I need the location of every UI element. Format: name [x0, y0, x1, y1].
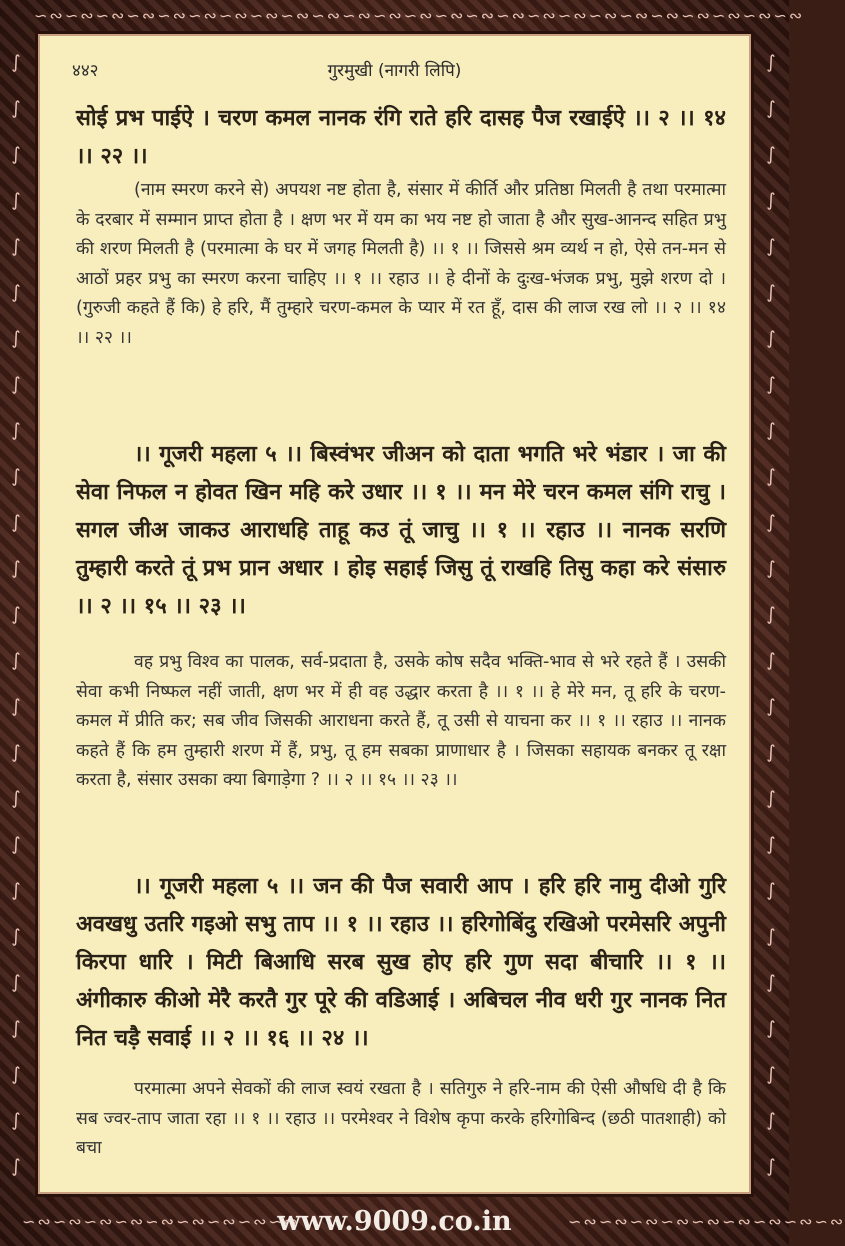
running-title: गुरमुखी (नागरी लिपि) — [327, 61, 462, 81]
top-border-ornament: ∽∾∽∾∽∾∽∾∽∾∽∾∽∾∽∾∽∾∽∾∽∾∽∾∽∾∽∾∽∾∽∾∽∾∽∾∽∾∽∾∽∾∽∾∽∾∽∾∽∾ — [34, 6, 805, 25]
gurbani-verse-2: ।। गूजरी महला ५ ।। बिस्वंभर जीअन को दाता भगति भरे भंडार । जा की सेवा निफल न होवत खिन महि करे उधार ।। १ ।। मन मेरे चरन कमल संगि राचु । सगल जीअ जाकउ आराधहि ताहू कउ तूं जाचु ।। १ ।। रहाउ ।। नानक सरणि तुम्हारी करते तूं प्रभ प्रान अधार । होइ सहाई जिसु तूं राखहि तिसु कहा करे संसारु ।। २ ।। १५ ।। २३ ।। — [76, 442, 726, 619]
translation-paragraph-3: परमात्मा अपने सेवकों की लाज स्वयं रखता है । सतिगुरु ने हरि-नाम की ऐसी औषधि दी है कि सब ज्वर-ताप जाता रहा ।। १ ।। रहाउ ।। परमेश्वर ने विशेष कृपा करके हरिगोबिन्द (छठी पातशाही) को बचा — [76, 1079, 726, 1158]
bottom-left-border-ornament: ∽∾∽∾∽∾∽∾∽∾∽∾∽∾∽∾∽∾ — [22, 1212, 300, 1231]
gurbani-verse-1: सोई प्रभ पाईऐ । चरण कमल नानक रंगि राते हरि दासह पैज रखाईऐ ।। २ ।। १४ ।। २२ ।। — [76, 106, 726, 169]
page-number: ४४२ — [72, 61, 99, 81]
left-border-ornament: ∫ ∫ ∫ ∫ ∫ ∫ ∫ ∫ ∫ ∫ ∫ ∫ ∫ ∫ ∫ ∫ ∫ ∫ ∫ ∫ ∫ ∫ ∫ ∫ ∫ — [11, 52, 23, 1177]
website-url: www.9009.co.in — [277, 1206, 512, 1237]
bottom-right-border-ornament: ∽∾∽∾∽∾∽∾∽∾∽∾∽∾∽∾∽∾ — [568, 1212, 845, 1231]
translation-paragraph-1: (नाम स्मरण करने से) अपयश नष्ट होता है, संसार में कीर्ति और प्रतिष्ठा मिलती है तथा परमात्मा के दरबार में सम्मान प्राप्त होता है । क्षण भर में यम का भय नष्ट हो जाता है और सुख-आनन्द सहित प्रभु की शरण मिलती है (परमात्मा के घर में जगह मिलती है) ।। १ ।। जिससे श्रम व्यर्थ न हो, ऐसे तन-मन से आठों प्रहर प्रभु का स्मरण करना चाहिए ।। १ ।। रहाउ ।। हे दीनों के दुःख-भंजक प्रभु, मुझे शरण दो । (गुरुजी कहते हैं कि) हे हरि, मैं तुम्हारे चरण-कमल के प्यार में रत हूँ, दास की लाज रख लो ।। २ ।। १४ ।। २२ ।। — [76, 180, 726, 348]
gurbani-verse-3: ।। गूजरी महला ५ ।। जन की पैज सवारी आप । हरि हरि नामु दीओ गुरि अवखधु उतरि गइओ सभु ताप ।। १ ।। रहाउ ।। हरिगोबिंदु रखिओ परमेसरि अपुनी किरपा धारि । मिटी बिआधि सरब सुख होए हरि गुण सदा बीचारि ।। १ ।। अंगीकारु कीओ मेरै करतै गुर पूरे की वडिआई । अबिचल नीव धरी गुर नानक नित नित चड़ै सवाई ।। २ ।। १६ ।। २४ ।। — [76, 874, 726, 1051]
book-page — [38, 34, 751, 1194]
page-header — [38, 54, 751, 84]
right-border-ornament: ∫ ∫ ∫ ∫ ∫ ∫ ∫ ∫ ∫ ∫ ∫ ∫ ∫ ∫ ∫ ∫ ∫ ∫ ∫ ∫ ∫ ∫ ∫ ∫ ∫ — [766, 52, 778, 1177]
translation-paragraph-2: वह प्रभु विश्व का पालक, सर्व-प्रदाता है, उसके कोष सदैव भक्ति-भाव से भरे रहते हैं । उसकी सेवा कभी निष्फल नहीं जाती, क्षण भर में ही वह उद्धार करता है ।। १ ।। हे मेरे मन, तू हरि के चरण-कमल में प्रीति कर; सब जीव जिसकी आराधना करते हैं, तू उसी से याचना कर ।। १ ।। रहाउ ।। नानक कहते हैं कि हम तुम्हारी शरण में हैं, प्रभु, तू हम सबका प्राणाधार है । जिसका सहायक बनकर तू रक्षा करता है, संसार उसका क्या बिगाड़ेगा ? ।। २ ।। १५ ।। २३ ।। — [76, 652, 726, 790]
